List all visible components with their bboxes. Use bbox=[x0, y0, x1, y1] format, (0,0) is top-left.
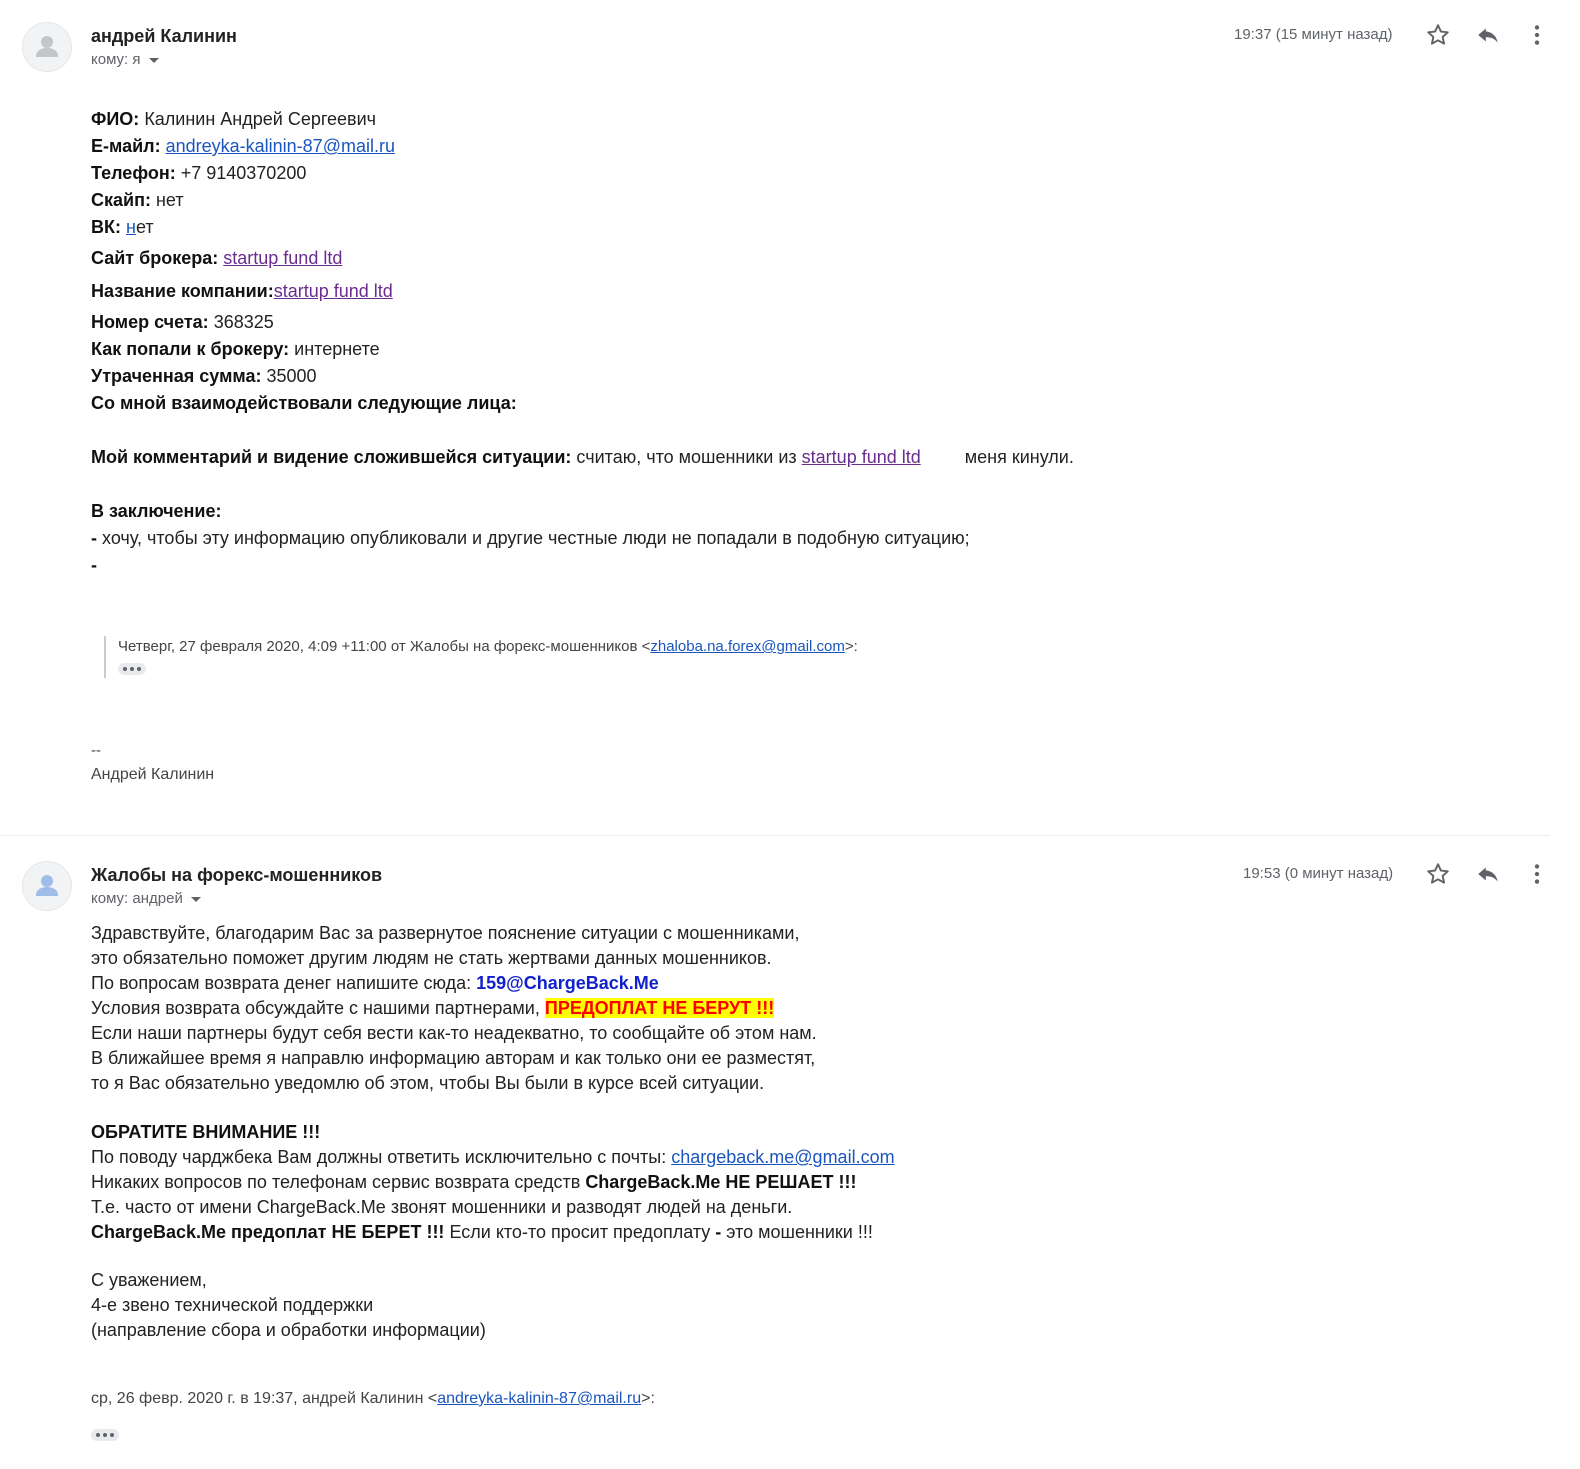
body-line-contact bbox=[91, 1145, 895, 1170]
field-account bbox=[91, 309, 1074, 336]
field-persons bbox=[91, 390, 1074, 444]
field-company bbox=[91, 278, 1074, 309]
body-line: Если наши партнеры будут себя вести как-то неадекватно, то сообщайте об этом нам. bbox=[91, 1023, 817, 1043]
recipient-label: кому: андрей bbox=[91, 890, 183, 907]
email-link[interactable]: andreyka-kalinin-87@mail.ru bbox=[165, 136, 395, 156]
sender-name[interactable]: Жалобы на форекс-мошенников bbox=[91, 865, 383, 885]
body-text: По поводу чарджбека Вам должны ответить исключительно с почты: bbox=[91, 1147, 667, 1167]
body-line: 4-е звено технической поддержки bbox=[91, 1295, 374, 1315]
person-icon bbox=[23, 862, 71, 910]
star-icon[interactable] bbox=[1425, 22, 1451, 48]
field-label: ВК: bbox=[91, 217, 121, 237]
star-icon[interactable] bbox=[1425, 861, 1451, 887]
body-line-prepay bbox=[91, 1220, 895, 1245]
warning-highlight: ПРЕДОПЛАТ НЕ БЕРУТ !!! bbox=[544, 998, 775, 1018]
body-line: это обязательно поможет другим людям не стать жертвами данных мошенников. bbox=[91, 948, 772, 968]
chevron-down-icon[interactable] bbox=[191, 897, 201, 902]
chargeback-email-link[interactable]: chargeback.me@gmail.com bbox=[671, 1147, 895, 1167]
field-label: Скайп: bbox=[91, 190, 151, 210]
more-options-icon[interactable] bbox=[1524, 22, 1550, 48]
field-value: хочу, чтобы эту информацию опубликовали и другие честные люди не попадали в подобную ситуацию; bbox=[102, 528, 970, 548]
message-divider bbox=[0, 835, 1550, 836]
body-line: Т.е. часто от имени ChargeBack.Me звонят мошенники и разводят людей на деньги. bbox=[91, 1197, 793, 1217]
sender-avatar[interactable] bbox=[22, 22, 72, 72]
body-line: В ближайшее время я направлю информацию авторам и как только они ее разместят, bbox=[91, 1048, 816, 1068]
bold-text: ChargeBack.Me предоплат НЕ БЕРЕТ !!! bbox=[91, 1222, 445, 1242]
field-label: В заключение: bbox=[91, 501, 222, 521]
reply-icon[interactable] bbox=[1475, 861, 1501, 887]
quote-text: Четверг, 27 февраля 2020, 4:09 +11:00 от Жалобы на форекс-мошенников < bbox=[118, 638, 651, 655]
body-text: Условия возврата обсуждайте с нашими партнерами, bbox=[91, 998, 540, 1018]
field-label: Со мной взаимодействовали следующие лица: bbox=[91, 393, 517, 413]
field-value: считаю, что мошенники из bbox=[576, 447, 797, 467]
field-value: нет bbox=[155, 190, 184, 210]
person-icon bbox=[23, 23, 71, 71]
signature-name: Андрей Калинин bbox=[91, 766, 215, 783]
dash: - bbox=[91, 555, 97, 575]
reply-icon[interactable] bbox=[1475, 22, 1501, 48]
quote-end: >: bbox=[641, 1390, 655, 1407]
message-body bbox=[91, 921, 895, 1343]
signature-dashes: -- bbox=[91, 742, 101, 759]
field-value: ет bbox=[135, 217, 154, 237]
quote-email-link[interactable]: zhaloba.na.forex@gmail.com bbox=[650, 638, 845, 655]
bold-text: ChargeBack.Me НЕ РЕШАЕТ !!! bbox=[585, 1172, 857, 1192]
field-label: Утраченная сумма: bbox=[91, 366, 262, 386]
field-value: +7 9140370200 bbox=[180, 163, 307, 183]
field-label: Телефон: bbox=[91, 163, 176, 183]
body-line: Здравствуйте, благодарим Вас за развернутое пояснение ситуации с мошенниками, bbox=[91, 923, 800, 943]
body-text: это мошенники !!! bbox=[726, 1222, 873, 1242]
quote-email-link[interactable]: andreyka-kalinin-87@mail.ru bbox=[437, 1390, 642, 1407]
vk-link[interactable]: н bbox=[126, 217, 136, 237]
field-skype bbox=[91, 187, 1074, 214]
conclusion-line bbox=[91, 525, 1074, 552]
conclusion-line-empty bbox=[91, 552, 1074, 579]
show-trimmed-content-button[interactable] bbox=[91, 1429, 119, 1441]
body-line: (направление сбора и обработки информации) bbox=[91, 1320, 486, 1340]
field-vk bbox=[91, 214, 1074, 243]
quote-end: >: bbox=[844, 638, 858, 655]
field-phone bbox=[91, 160, 1074, 187]
message-time: 19:37 (15 минут назад) bbox=[1234, 26, 1393, 43]
quote-text: ср, 26 февр. 2020 г. в 19:37, андрей Калинин < bbox=[91, 1390, 438, 1407]
quoted-header bbox=[91, 1390, 655, 1408]
recipient-label: кому: я bbox=[91, 51, 141, 68]
field-value: 35000 bbox=[266, 366, 317, 386]
field-broker-site bbox=[91, 243, 1074, 278]
chevron-down-icon[interactable] bbox=[149, 58, 159, 63]
field-label: Мой комментарий и видение сложившейся ситуации: bbox=[91, 447, 572, 467]
field-lost bbox=[91, 363, 1074, 390]
message-time: 19:53 (0 минут назад) bbox=[1243, 865, 1394, 882]
body-text: Никаких вопросов по телефонам сервис возврата средств bbox=[91, 1172, 581, 1192]
body-text: По вопросам возврата денег напишите сюда: bbox=[91, 973, 472, 993]
company-link[interactable]: startup fund ltd bbox=[273, 281, 393, 301]
recipient-line[interactable] bbox=[91, 51, 159, 68]
field-fio bbox=[91, 106, 1074, 133]
field-label: ФИО: bbox=[91, 109, 140, 129]
field-label: Сайт брокера: bbox=[91, 248, 219, 268]
field-value: меня кинули. bbox=[964, 447, 1074, 467]
body-line-phone bbox=[91, 1170, 895, 1195]
body-text: Если кто-то просит предоплату bbox=[449, 1222, 711, 1242]
conclusion-heading bbox=[91, 498, 1074, 525]
body-line: С уважением, bbox=[91, 1270, 207, 1290]
show-trimmed-content-button[interactable] bbox=[118, 663, 146, 675]
field-value: Калинин Андрей Сергеевич bbox=[144, 109, 377, 129]
field-comment bbox=[91, 444, 1074, 498]
field-how bbox=[91, 336, 1074, 363]
attention-heading: ОБРАТИТЕ ВНИМАНИЕ !!! bbox=[91, 1122, 321, 1142]
body-line: то я Вас обязательно уведомлю об этом, чтобы Вы были в курсе всей ситуации. bbox=[91, 1073, 765, 1093]
field-label: Е-майл: bbox=[91, 136, 161, 156]
comment-company-link[interactable]: startup fund ltd bbox=[801, 447, 921, 467]
field-value: 368325 bbox=[213, 312, 274, 332]
dash: - bbox=[91, 528, 97, 548]
broker-site-link[interactable]: startup fund ltd bbox=[223, 248, 343, 268]
quote-line bbox=[118, 636, 858, 658]
field-value: интернете bbox=[294, 339, 380, 359]
body-line-terms bbox=[91, 996, 895, 1021]
field-label: Номер счета: bbox=[91, 312, 209, 332]
sender-name[interactable]: андрей Калинин bbox=[91, 26, 237, 46]
more-options-icon[interactable] bbox=[1524, 861, 1550, 887]
recipient-line[interactable] bbox=[91, 890, 201, 907]
message-body bbox=[91, 106, 1074, 579]
dash: - bbox=[715, 1222, 722, 1242]
body-line-refund bbox=[91, 971, 895, 996]
quoted-header bbox=[104, 636, 858, 678]
field-label: Как попали к брокеру: bbox=[91, 339, 290, 359]
sender-avatar[interactable] bbox=[22, 861, 72, 911]
field-email bbox=[91, 133, 1074, 160]
field-label: Название компании: bbox=[91, 281, 274, 301]
refund-email[interactable]: 159@ChargeBack.Me bbox=[476, 973, 659, 993]
